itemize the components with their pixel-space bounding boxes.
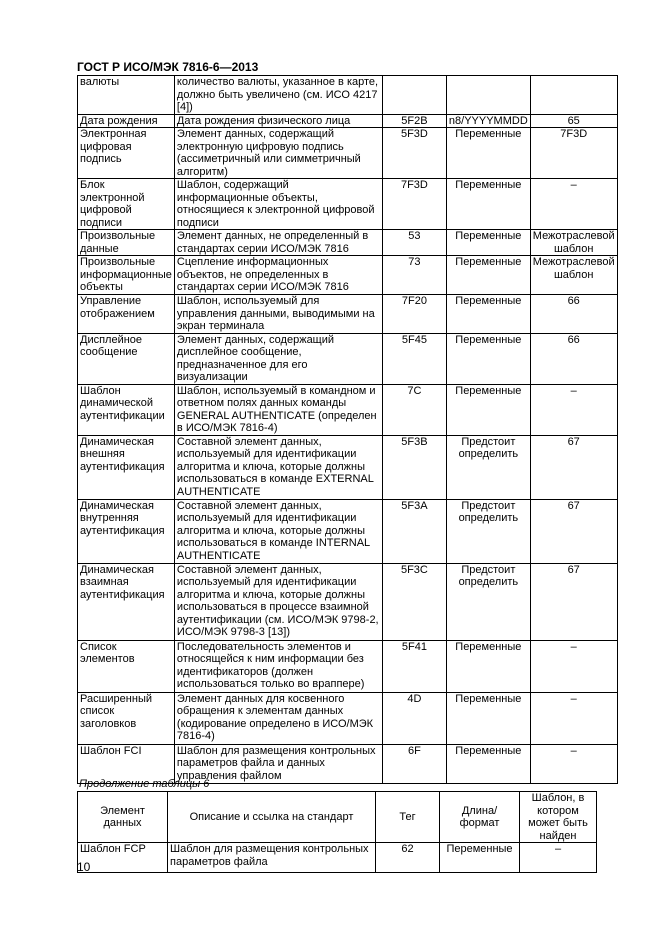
table-row xyxy=(78,499,618,563)
tag-cell: 5F3D xyxy=(382,128,446,179)
column-header: Шаблон, в котором может быть найден xyxy=(520,792,597,843)
table-row xyxy=(78,179,618,230)
element-name-cell: валюты xyxy=(78,76,175,115)
format-cell: Предстоит определить xyxy=(446,435,530,499)
table-row xyxy=(78,230,618,256)
format-cell: Переменные xyxy=(446,230,530,256)
header-row xyxy=(78,792,597,843)
template-cell: Межотраслевой шаблон xyxy=(530,230,617,256)
element-name-cell: Дата рождения xyxy=(78,114,175,128)
tag-cell: 5F45 xyxy=(382,333,446,384)
tag-cell: 7F20 xyxy=(382,295,446,334)
description-cell: Составной элемент данных, используемый для идентификации алгоритма и ключа, которые должны использоваться в процессе взаимной аутентификации (см. ИСО/МЭК 9798-2, ИСО/МЭК 9798-3 [13]) xyxy=(174,563,382,640)
continued-table xyxy=(77,791,597,873)
element-name-cell: Шаблон динамической аутентификации xyxy=(78,384,175,435)
element-name-cell: Дисплейное сообщение xyxy=(78,333,175,384)
element-name-cell: Электронная цифровая подпись xyxy=(78,128,175,179)
element-name-cell: Динамическая внешняя аутентификация xyxy=(78,435,175,499)
format-cell: Переменные xyxy=(440,843,520,873)
element-name-cell: Произвольные информационные объекты xyxy=(78,256,175,295)
format-cell: Предстоит определить xyxy=(446,499,530,563)
element-name-cell: Динамическая внутренняя аутентификация xyxy=(78,499,175,563)
description-cell: Элемент данных, содержащий электронную цифровую подпись (ассиметричный или симметричный алгоритм) xyxy=(174,128,382,179)
description-cell: Шаблон, содержащий информационные объекты, относящиеся к электронной цифровой подписи xyxy=(174,179,382,230)
tag-cell: 62 xyxy=(376,843,440,873)
column-header: Элемент данных xyxy=(78,792,168,843)
tag-cell: 5F2B xyxy=(382,114,446,128)
format-cell: Переменные xyxy=(446,295,530,334)
tag-cell: 5F3A xyxy=(382,499,446,563)
format-cell: Переменные xyxy=(446,640,530,692)
description-cell: Сцепление информационных объектов, не определенных в стандартах серии ИСО/МЭК 7816 xyxy=(174,256,382,295)
table-row xyxy=(78,563,618,640)
description-cell: Элемент данных, содержащий дисплейное сообщение, предназначенное для его визуализации xyxy=(174,333,382,384)
format-cell: Переменные xyxy=(446,128,530,179)
table-row xyxy=(78,692,618,744)
description-cell: Шаблон для размещения контрольных параметров файла и данных управления файлом xyxy=(174,744,382,783)
tag-cell: 4D xyxy=(382,692,446,744)
description-cell: Шаблон, используемый для управления данными, выводимыми на экран терминала xyxy=(174,295,382,334)
page-number: 10 xyxy=(77,860,91,874)
template-cell: – xyxy=(530,179,617,230)
element-name-cell: Произвольные данные xyxy=(78,230,175,256)
table-row xyxy=(78,114,618,128)
description-cell: Шаблон для размещения контрольных параметров файла xyxy=(168,843,376,873)
template-cell: 66 xyxy=(530,295,617,334)
template-cell: Межотраслевой шаблон xyxy=(530,256,617,295)
table-row xyxy=(78,333,618,384)
format-cell: Переменные xyxy=(446,256,530,295)
template-cell: 67 xyxy=(530,499,617,563)
table-row xyxy=(78,76,618,115)
tag-cell: 6F xyxy=(382,744,446,783)
table-row xyxy=(78,843,597,873)
table-row xyxy=(78,384,618,435)
template-cell: 65 xyxy=(530,114,617,128)
description-cell: Последовательность элементов и относящейся к ним информации без идентификаторов (должен использоваться только во враппере) xyxy=(174,640,382,692)
description-cell: Дата рождения физического лица xyxy=(174,114,382,128)
element-name-cell: Динамическая взаимная аутентификация xyxy=(78,563,175,640)
format-cell: Переменные xyxy=(446,692,530,744)
table-row xyxy=(78,640,618,692)
format-cell: Переменные xyxy=(446,333,530,384)
tag-cell: 7F3D xyxy=(382,179,446,230)
tag-cell: 7C xyxy=(382,384,446,435)
description-cell: Элемент данных для косвенного обращения к элементам данных (кодирование определено в ИСО/МЭК 7816-4) xyxy=(174,692,382,744)
element-name-cell: Блок электронной цифровой подписи xyxy=(78,179,175,230)
table-row xyxy=(78,256,618,295)
document-header: ГОСТ Р ИСО/МЭК 7816-6—2013 xyxy=(77,60,259,74)
template-cell: – xyxy=(530,384,617,435)
template-cell: – xyxy=(530,640,617,692)
tag-cell: 5F3B xyxy=(382,435,446,499)
table-row xyxy=(78,128,618,179)
element-name-cell: Шаблон FCI xyxy=(78,744,175,783)
element-name-cell: Шаблон FCP xyxy=(78,843,168,873)
template-cell: 67 xyxy=(530,563,617,640)
tag-cell: 73 xyxy=(382,256,446,295)
template-cell: – xyxy=(530,744,617,783)
table-continuation-caption: Продолжение таблицы 6 xyxy=(79,778,210,790)
format-cell: n8/YYYYMMDD xyxy=(446,114,530,128)
column-header: Длина/формат xyxy=(440,792,520,843)
template-cell xyxy=(530,76,617,115)
template-cell: – xyxy=(520,843,597,873)
tag-cell xyxy=(382,76,446,115)
description-cell: количество валюты, указанное в карте, должно быть увеличено (см. ИСО 4217 [4]) xyxy=(174,76,382,115)
description-cell: Шаблон, используемый в командном и ответном полях данных команды GENERAL AUTHENTICATE (определен в ИСО/МЭК 7816-4) xyxy=(174,384,382,435)
format-cell: Переменные xyxy=(446,744,530,783)
format-cell xyxy=(446,76,530,115)
description-cell: Элемент данных, не определенный в стандартах серии ИСО/МЭК 7816 xyxy=(174,230,382,256)
description-cell: Составной элемент данных, используемый для идентификации алгоритма и ключа, которые должны использоваться в команде INTERNAL AUTHENTICATE xyxy=(174,499,382,563)
format-cell: Переменные xyxy=(446,384,530,435)
template-cell: 7F3D xyxy=(530,128,617,179)
data-elements-table xyxy=(77,75,618,784)
format-cell: Переменные xyxy=(446,179,530,230)
column-header: Описание и ссылка на стандарт xyxy=(168,792,376,843)
format-cell: Предстоит определить xyxy=(446,563,530,640)
element-name-cell: Управление отображением xyxy=(78,295,175,334)
tag-cell: 5F3C xyxy=(382,563,446,640)
column-header: Тег xyxy=(376,792,440,843)
template-cell: 67 xyxy=(530,435,617,499)
element-name-cell: Список элементов xyxy=(78,640,175,692)
description-cell: Составной элемент данных, используемый для идентификации алгоритма и ключа, которые должны использоваться в команде EXTERNAL AUTHENTICATE xyxy=(174,435,382,499)
table-row xyxy=(78,295,618,334)
element-name-cell: Расширенный список заголовков xyxy=(78,692,175,744)
tag-cell: 5F41 xyxy=(382,640,446,692)
template-cell: 66 xyxy=(530,333,617,384)
tag-cell: 53 xyxy=(382,230,446,256)
table-row xyxy=(78,435,618,499)
template-cell: – xyxy=(530,692,617,744)
